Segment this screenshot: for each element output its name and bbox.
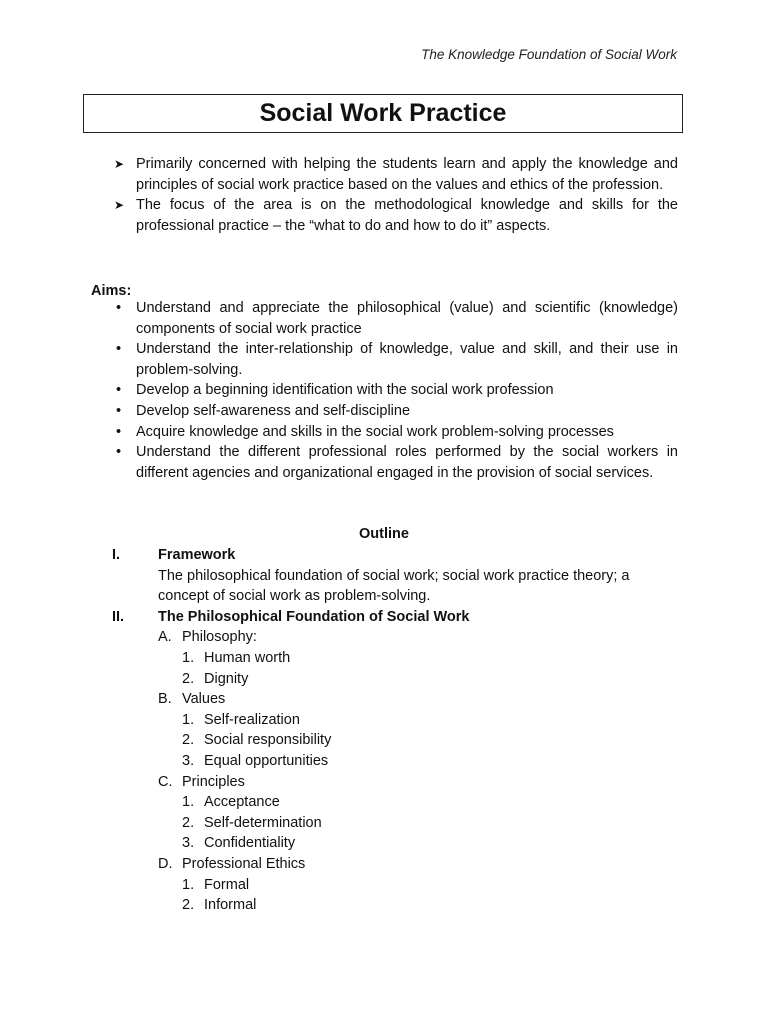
subsection-letter: C. <box>158 773 173 790</box>
list-item: 1. Acceptance <box>182 794 280 811</box>
outline-section-philosophical-foundation <box>112 607 678 916</box>
bullet-icon: • <box>116 402 122 419</box>
list-item: 1. Human worth <box>182 649 291 666</box>
subsection-philosophy <box>158 627 678 689</box>
aim-item: • Understand the different professional roles performed by the social workers in different agencies and organizational engaged in the provision of social services. <box>116 444 678 481</box>
aim-item: • Acquire knowledge and skills in the social work problem-solving processes <box>112 422 678 443</box>
subsection-professional-ethics <box>158 854 678 916</box>
list-item: 3. Equal opportunities <box>182 752 329 769</box>
subsection-letter: D. <box>158 855 173 872</box>
section-number: II. <box>112 608 125 625</box>
subsection-values <box>158 689 678 771</box>
aim-item: • Understand the inter-relationship of knowledge, value and skill, and their use in problem-solving. <box>116 341 678 378</box>
intro-list <box>112 154 678 236</box>
list-item: 2. Social responsibility <box>182 732 332 749</box>
page-title: Social Work Practice <box>83 94 683 133</box>
aims-heading: Aims: <box>91 283 132 299</box>
bullet-icon: • <box>116 444 122 461</box>
list-item: 2. Informal <box>182 897 257 914</box>
subsection-principles <box>158 772 678 854</box>
bullet-icon: • <box>116 423 122 440</box>
arrow-bullet-icon: ➤ <box>114 198 125 213</box>
aims-list <box>112 298 678 483</box>
list-item: 2. Self-determination <box>182 814 322 831</box>
subsection-letter: A. <box>158 629 172 646</box>
list-item: 3. Confidentiality <box>182 835 296 852</box>
arrow-bullet-icon: ➤ <box>114 157 125 171</box>
section-title: Framework <box>158 547 236 563</box>
subsection-label: Philosophy: <box>182 629 257 646</box>
outline <box>112 545 678 916</box>
aim-item: • Develop a beginning identification with the social work profession <box>112 380 678 401</box>
bullet-icon: • <box>116 382 122 399</box>
list-item: 1. Self-realization <box>182 711 300 728</box>
outline-heading: Outline <box>359 526 409 542</box>
subsection-letter: B. <box>158 691 172 708</box>
list-item: 2. Dignity <box>182 670 249 687</box>
list-item: 1. Formal <box>182 876 250 893</box>
running-header: The Knowledge Foundation of Social Work <box>421 47 677 62</box>
bullet-icon: • <box>116 341 122 358</box>
subsection-label: Professional Ethics <box>182 855 306 872</box>
aim-item: • Develop self-awareness and self-discipline <box>112 401 678 422</box>
section-number: I. <box>112 547 121 563</box>
section-text: The philosophical foundation of social work; social work practice theory; a concept of social work as problem-solving. <box>158 567 630 605</box>
subsection-label: Principles <box>182 773 245 790</box>
aim-item: • Understand and appreciate the philosophical (value) and scientific (knowledge) components of social work practice <box>116 300 678 337</box>
section-title: The Philosophical Foundation of Social Work <box>158 608 470 625</box>
intro-item: ➤ Primarily concerned with helping the students learn and apply the knowledge and principles of social work practice based on the values and ethics of the profession. <box>114 156 678 193</box>
bullet-icon: • <box>116 300 122 316</box>
intro-item: ➤ The focus of the area is on the methodological knowledge and skills for the professional practice – the “what to do and how to do it” aspects. <box>114 197 678 234</box>
outline-section-framework <box>112 545 678 607</box>
subsection-label: Values <box>182 691 226 708</box>
